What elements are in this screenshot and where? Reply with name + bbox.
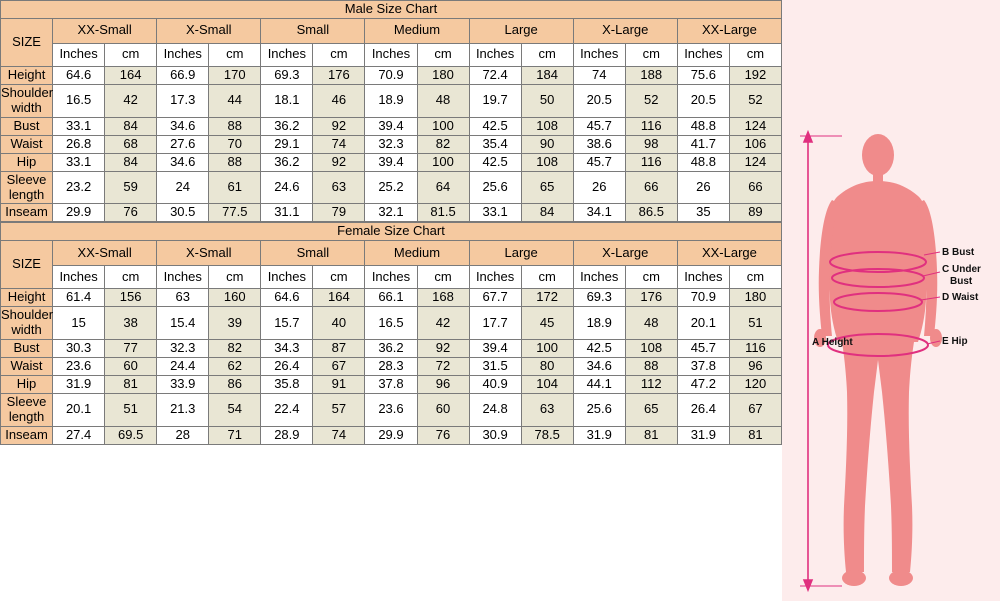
female-hip-xxs-cm: 81 — [105, 376, 157, 394]
male-bust-s-in: 36.2 — [261, 117, 313, 135]
female-unit-header-row — [1, 266, 782, 289]
female-height-xxl-in: 70.9 — [677, 289, 729, 307]
female-shoulder-xs-cm: 39 — [209, 307, 261, 340]
female-bust-xs-in: 32.3 — [157, 340, 209, 358]
male-size-small: Small — [261, 18, 365, 43]
female-row-label-height: Height — [1, 289, 53, 307]
male-row-label-shoulder-width: Shoulder width — [1, 84, 53, 117]
table-row — [1, 289, 782, 307]
male-unit-header-row — [1, 43, 782, 66]
female-hip-xxl-cm: 120 — [729, 376, 781, 394]
female-sleeve-m-cm: 60 — [417, 393, 469, 426]
male-shoulder-m-cm: 48 — [417, 84, 469, 117]
male-hip-xxl-in: 48.8 — [677, 153, 729, 171]
male-hip-xs-cm: 88 — [209, 153, 261, 171]
female-unit-cm-2: cm — [313, 266, 365, 289]
female-unit-inches-4: Inches — [469, 266, 521, 289]
female-size-medium: Medium — [365, 241, 469, 266]
male-height-s-in: 69.3 — [261, 66, 313, 84]
male-row-label-inseam: Inseam — [1, 204, 53, 222]
female-height-xs-cm: 160 — [209, 289, 261, 307]
male-hip-l-in: 42.5 — [469, 153, 521, 171]
female-hip-l-in: 40.9 — [469, 376, 521, 394]
male-shoulder-m-in: 18.9 — [365, 84, 417, 117]
male-inseam-xxs-cm: 76 — [105, 204, 157, 222]
female-bust-s-in: 34.3 — [261, 340, 313, 358]
female-waist-xl-in: 34.6 — [573, 358, 625, 376]
male-inseam-s-cm: 79 — [313, 204, 365, 222]
female-waist-l-in: 31.5 — [469, 358, 521, 376]
female-hip-xl-cm: 112 — [625, 376, 677, 394]
male-bust-m-in: 39.4 — [365, 117, 417, 135]
female-hip-s-in: 35.8 — [261, 376, 313, 394]
female-chart-title-row — [1, 223, 782, 241]
male-size-chart-table — [0, 0, 782, 222]
female-bust-l-in: 39.4 — [469, 340, 521, 358]
female-hip-xl-in: 44.1 — [573, 376, 625, 394]
male-height-m-cm: 180 — [417, 66, 469, 84]
male-sleeve-xs-in: 24 — [157, 171, 209, 204]
label-a-height: A Height — [812, 337, 853, 348]
table-row — [1, 153, 782, 171]
male-height-xs-in: 66.9 — [157, 66, 209, 84]
female-sleeve-m-in: 23.6 — [365, 393, 417, 426]
male-waist-xxs-in: 26.8 — [53, 135, 105, 153]
female-unit-cm-3: cm — [417, 266, 469, 289]
male-shoulder-xxl-in: 20.5 — [677, 84, 729, 117]
male-sleeve-l-cm: 65 — [521, 171, 573, 204]
male-bust-xs-cm: 88 — [209, 117, 261, 135]
table-row — [1, 117, 782, 135]
male-bust-xxl-in: 48.8 — [677, 117, 729, 135]
male-unit-cm-5: cm — [625, 43, 677, 66]
male-size-medium: Medium — [365, 18, 469, 43]
table-row — [1, 376, 782, 394]
female-row-label-inseam: Inseam — [1, 426, 53, 444]
female-waist-s-in: 26.4 — [261, 358, 313, 376]
male-row-label-height: Height — [1, 66, 53, 84]
female-unit-cm-6: cm — [729, 266, 781, 289]
male-unit-cm-1: cm — [209, 43, 261, 66]
male-bust-xs-in: 34.6 — [157, 117, 209, 135]
female-height-xl-cm: 176 — [625, 289, 677, 307]
male-waist-s-in: 29.1 — [261, 135, 313, 153]
female-unit-inches-1: Inches — [157, 266, 209, 289]
male-bust-xl-in: 45.7 — [573, 117, 625, 135]
female-height-s-cm: 164 — [313, 289, 365, 307]
male-table-body — [1, 1, 782, 222]
male-sleeve-xl-in: 26 — [573, 171, 625, 204]
male-shoulder-l-in: 19.7 — [469, 84, 521, 117]
male-inseam-xl-in: 34.1 — [573, 204, 625, 222]
female-inseam-l-cm: 78.5 — [521, 426, 573, 444]
female-height-xs-in: 63 — [157, 289, 209, 307]
female-sleeve-xxl-cm: 67 — [729, 393, 781, 426]
male-unit-cm-3: cm — [417, 43, 469, 66]
male-hip-s-in: 36.2 — [261, 153, 313, 171]
male-waist-xxl-cm: 106 — [729, 135, 781, 153]
male-sleeve-xxs-cm: 59 — [105, 171, 157, 204]
female-hip-s-cm: 91 — [313, 376, 365, 394]
female-bust-xs-cm: 82 — [209, 340, 261, 358]
female-shoulder-m-in: 16.5 — [365, 307, 417, 340]
female-hip-m-cm: 96 — [417, 376, 469, 394]
male-unit-cm-2: cm — [313, 43, 365, 66]
body-figure-svg — [782, 0, 1000, 601]
female-waist-m-in: 28.3 — [365, 358, 417, 376]
female-waist-l-cm: 80 — [521, 358, 573, 376]
male-inseam-xxs-in: 29.9 — [53, 204, 105, 222]
female-row-label-shoulder-width: Shoulder width — [1, 307, 53, 340]
female-sleeve-xs-cm: 54 — [209, 393, 261, 426]
female-size-chart-table — [0, 222, 782, 444]
male-shoulder-xl-cm: 52 — [625, 84, 677, 117]
male-height-m-in: 70.9 — [365, 66, 417, 84]
male-hip-xxs-in: 33.1 — [53, 153, 105, 171]
male-height-l-cm: 184 — [521, 66, 573, 84]
female-inseam-xxs-cm: 69.5 — [105, 426, 157, 444]
male-bust-l-in: 42.5 — [469, 117, 521, 135]
female-sleeve-xxl-in: 26.4 — [677, 393, 729, 426]
male-bust-xl-cm: 116 — [625, 117, 677, 135]
male-size-large: Large — [469, 18, 573, 43]
male-unit-inches-3: Inches — [365, 43, 417, 66]
female-row-label-hip: Hip — [1, 376, 53, 394]
male-height-xs-cm: 170 — [209, 66, 261, 84]
male-inseam-xxl-cm: 89 — [729, 204, 781, 222]
male-unit-inches-2: Inches — [261, 43, 313, 66]
female-height-s-in: 64.6 — [261, 289, 313, 307]
female-inseam-m-in: 29.9 — [365, 426, 417, 444]
male-sleeve-xxl-in: 26 — [677, 171, 729, 204]
male-waist-m-in: 32.3 — [365, 135, 417, 153]
male-sleeve-m-cm: 64 — [417, 171, 469, 204]
male-sleeve-s-in: 24.6 — [261, 171, 313, 204]
female-waist-xs-in: 24.4 — [157, 358, 209, 376]
male-height-xl-in: 74 — [573, 66, 625, 84]
male-sleeve-xxl-cm: 66 — [729, 171, 781, 204]
female-waist-xxl-in: 37.8 — [677, 358, 729, 376]
female-bust-l-cm: 100 — [521, 340, 573, 358]
female-unit-cm-1: cm — [209, 266, 261, 289]
male-row-label-sleeve-length: Sleeve length — [1, 171, 53, 204]
male-height-xxl-in: 75.6 — [677, 66, 729, 84]
female-sleeve-s-cm: 57 — [313, 393, 365, 426]
female-size-xxlarge: XX-Large — [677, 241, 781, 266]
female-sleeve-xxs-in: 20.1 — [53, 393, 105, 426]
male-hip-m-cm: 100 — [417, 153, 469, 171]
female-size-xsmall: X-Small — [157, 241, 261, 266]
female-hip-l-cm: 104 — [521, 376, 573, 394]
female-inseam-xxs-in: 27.4 — [53, 426, 105, 444]
female-sleeve-l-in: 24.8 — [469, 393, 521, 426]
table-row — [1, 426, 782, 444]
female-hip-xxl-in: 47.2 — [677, 376, 729, 394]
table-row — [1, 171, 782, 204]
female-size-large: Large — [469, 241, 573, 266]
male-sleeve-xl-cm: 66 — [625, 171, 677, 204]
label-d-waist: D Waist — [942, 292, 979, 303]
female-inseam-xs-in: 28 — [157, 426, 209, 444]
male-shoulder-s-in: 18.1 — [261, 84, 313, 117]
male-size-header-label: SIZE — [1, 18, 53, 66]
male-shoulder-xs-cm: 44 — [209, 84, 261, 117]
male-height-xxl-cm: 192 — [729, 66, 781, 84]
male-chart-title: Male Size Chart — [1, 1, 782, 19]
male-unit-inches-5: Inches — [573, 43, 625, 66]
female-bust-xxs-cm: 77 — [105, 340, 157, 358]
male-inseam-xs-cm: 77.5 — [209, 204, 261, 222]
female-hip-m-in: 37.8 — [365, 376, 417, 394]
female-unit-inches-3: Inches — [365, 266, 417, 289]
female-shoulder-xxs-in: 15 — [53, 307, 105, 340]
male-waist-m-cm: 82 — [417, 135, 469, 153]
male-sleeve-xxs-in: 23.2 — [53, 171, 105, 204]
male-waist-s-cm: 74 — [313, 135, 365, 153]
male-size-xxsmall: XX-Small — [53, 18, 157, 43]
male-waist-xs-in: 27.6 — [157, 135, 209, 153]
female-height-xxs-in: 61.4 — [53, 289, 105, 307]
male-bust-xxl-cm: 124 — [729, 117, 781, 135]
female-height-xl-in: 69.3 — [573, 289, 625, 307]
female-chart-title: Female Size Chart — [1, 223, 782, 241]
table-row — [1, 307, 782, 340]
female-inseam-m-cm: 76 — [417, 426, 469, 444]
male-shoulder-xxs-cm: 42 — [105, 84, 157, 117]
male-hip-l-cm: 108 — [521, 153, 573, 171]
female-shoulder-s-in: 15.7 — [261, 307, 313, 340]
female-inseam-s-in: 28.9 — [261, 426, 313, 444]
female-unit-inches-0: Inches — [53, 266, 105, 289]
male-hip-xs-in: 34.6 — [157, 153, 209, 171]
female-waist-xl-cm: 88 — [625, 358, 677, 376]
female-inseam-xs-cm: 71 — [209, 426, 261, 444]
male-height-l-in: 72.4 — [469, 66, 521, 84]
female-bust-m-cm: 92 — [417, 340, 469, 358]
male-size-header-row — [1, 18, 782, 43]
male-unit-cm-0: cm — [105, 43, 157, 66]
female-shoulder-xxl-in: 20.1 — [677, 307, 729, 340]
female-sleeve-xl-in: 25.6 — [573, 393, 625, 426]
male-size-xlarge: X-Large — [573, 18, 677, 43]
label-c-under-bust-line2: Bust — [950, 276, 973, 287]
female-height-l-in: 67.7 — [469, 289, 521, 307]
male-unit-inches-6: Inches — [677, 43, 729, 66]
male-unit-cm-4: cm — [521, 43, 573, 66]
female-sleeve-l-cm: 63 — [521, 393, 573, 426]
male-bust-m-cm: 100 — [417, 117, 469, 135]
male-row-label-hip: Hip — [1, 153, 53, 171]
female-unit-cm-0: cm — [105, 266, 157, 289]
female-bust-m-in: 36.2 — [365, 340, 417, 358]
female-hip-xs-cm: 86 — [209, 376, 261, 394]
female-inseam-xl-cm: 81 — [625, 426, 677, 444]
female-waist-xxl-cm: 96 — [729, 358, 781, 376]
female-sleeve-s-in: 22.4 — [261, 393, 313, 426]
female-waist-xxs-in: 23.6 — [53, 358, 105, 376]
male-bust-xxs-cm: 84 — [105, 117, 157, 135]
female-bust-xxl-in: 45.7 — [677, 340, 729, 358]
male-sleeve-m-in: 25.2 — [365, 171, 417, 204]
male-hip-xl-in: 45.7 — [573, 153, 625, 171]
label-e-hip: E Hip — [942, 336, 968, 347]
female-hip-xs-in: 33.9 — [157, 376, 209, 394]
female-size-xlarge: X-Large — [573, 241, 677, 266]
female-waist-m-cm: 72 — [417, 358, 469, 376]
male-inseam-xl-cm: 86.5 — [625, 204, 677, 222]
male-inseam-xs-in: 30.5 — [157, 204, 209, 222]
male-inseam-l-in: 33.1 — [469, 204, 521, 222]
table-row — [1, 66, 782, 84]
female-waist-xs-cm: 62 — [209, 358, 261, 376]
female-inseam-xl-in: 31.9 — [573, 426, 625, 444]
male-shoulder-xxs-in: 16.5 — [53, 84, 105, 117]
male-size-xxlarge: XX-Large — [677, 18, 781, 43]
female-height-m-cm: 168 — [417, 289, 469, 307]
female-table-body — [1, 223, 782, 444]
female-size-header-row — [1, 241, 782, 266]
male-height-s-cm: 176 — [313, 66, 365, 84]
male-inseam-m-in: 32.1 — [365, 204, 417, 222]
table-row — [1, 358, 782, 376]
female-unit-inches-5: Inches — [573, 266, 625, 289]
male-sleeve-xs-cm: 61 — [209, 171, 261, 204]
female-shoulder-xs-in: 15.4 — [157, 307, 209, 340]
female-shoulder-xl-cm: 48 — [625, 307, 677, 340]
male-waist-xl-cm: 98 — [625, 135, 677, 153]
label-b-bust: B Bust — [942, 247, 975, 258]
female-waist-s-cm: 67 — [313, 358, 365, 376]
female-height-l-cm: 172 — [521, 289, 573, 307]
male-unit-inches-1: Inches — [157, 43, 209, 66]
male-bust-xxs-in: 33.1 — [53, 117, 105, 135]
female-waist-xxs-cm: 60 — [105, 358, 157, 376]
male-hip-xl-cm: 116 — [625, 153, 677, 171]
male-shoulder-l-cm: 50 — [521, 84, 573, 117]
female-bust-xl-in: 42.5 — [573, 340, 625, 358]
male-chart-title-row — [1, 1, 782, 19]
male-bust-l-cm: 108 — [521, 117, 573, 135]
male-height-xl-cm: 188 — [625, 66, 677, 84]
female-row-label-waist: Waist — [1, 358, 53, 376]
male-waist-l-cm: 90 — [521, 135, 573, 153]
male-unit-inches-0: Inches — [53, 43, 105, 66]
female-height-xxs-cm: 156 — [105, 289, 157, 307]
female-bust-xxl-cm: 116 — [729, 340, 781, 358]
female-size-xxsmall: XX-Small — [53, 241, 157, 266]
male-inseam-s-in: 31.1 — [261, 204, 313, 222]
male-size-xsmall: X-Small — [157, 18, 261, 43]
male-hip-xxl-cm: 124 — [729, 153, 781, 171]
table-row — [1, 340, 782, 358]
table-row — [1, 135, 782, 153]
female-height-xxl-cm: 180 — [729, 289, 781, 307]
male-row-label-waist: Waist — [1, 135, 53, 153]
table-row — [1, 84, 782, 117]
male-sleeve-s-cm: 63 — [313, 171, 365, 204]
male-bust-s-cm: 92 — [313, 117, 365, 135]
female-sleeve-xl-cm: 65 — [625, 393, 677, 426]
female-shoulder-l-in: 17.7 — [469, 307, 521, 340]
female-sleeve-xs-in: 21.3 — [157, 393, 209, 426]
male-waist-xs-cm: 70 — [209, 135, 261, 153]
female-shoulder-xxl-cm: 51 — [729, 307, 781, 340]
male-inseam-m-cm: 81.5 — [417, 204, 469, 222]
male-sleeve-l-in: 25.6 — [469, 171, 521, 204]
female-shoulder-s-cm: 40 — [313, 307, 365, 340]
female-shoulder-xl-in: 18.9 — [573, 307, 625, 340]
female-size-header-label: SIZE — [1, 241, 53, 289]
table-row — [1, 393, 782, 426]
male-shoulder-xs-in: 17.3 — [157, 84, 209, 117]
female-shoulder-l-cm: 45 — [521, 307, 573, 340]
male-hip-m-in: 39.4 — [365, 153, 417, 171]
female-shoulder-m-cm: 42 — [417, 307, 469, 340]
male-shoulder-xl-in: 20.5 — [573, 84, 625, 117]
female-bust-xl-cm: 108 — [625, 340, 677, 358]
male-waist-l-in: 35.4 — [469, 135, 521, 153]
female-sleeve-xxs-cm: 51 — [105, 393, 157, 426]
table-row — [1, 204, 782, 222]
female-row-label-sleeve-length: Sleeve length — [1, 393, 53, 426]
female-unit-inches-6: Inches — [677, 266, 729, 289]
male-height-xxs-in: 64.6 — [53, 66, 105, 84]
male-inseam-xxl-in: 35 — [677, 204, 729, 222]
male-hip-xxs-cm: 84 — [105, 153, 157, 171]
male-waist-xxl-in: 41.7 — [677, 135, 729, 153]
male-unit-cm-6: cm — [729, 43, 781, 66]
male-shoulder-s-cm: 46 — [313, 84, 365, 117]
male-unit-inches-4: Inches — [469, 43, 521, 66]
female-inseam-xxl-in: 31.9 — [677, 426, 729, 444]
male-waist-xl-in: 38.6 — [573, 135, 625, 153]
female-unit-cm-4: cm — [521, 266, 573, 289]
male-height-xxs-cm: 164 — [105, 66, 157, 84]
male-shoulder-xxl-cm: 52 — [729, 84, 781, 117]
label-c-under-bust-line1: C Under — [942, 264, 981, 275]
measurement-illustration — [782, 0, 1000, 601]
female-shoulder-xxs-cm: 38 — [105, 307, 157, 340]
female-bust-xxs-in: 30.3 — [53, 340, 105, 358]
male-hip-s-cm: 92 — [313, 153, 365, 171]
male-waist-xxs-cm: 68 — [105, 135, 157, 153]
male-inseam-l-cm: 84 — [521, 204, 573, 222]
female-inseam-xxl-cm: 81 — [729, 426, 781, 444]
female-bust-s-cm: 87 — [313, 340, 365, 358]
female-row-label-bust: Bust — [1, 340, 53, 358]
female-unit-cm-5: cm — [625, 266, 677, 289]
female-inseam-l-in: 30.9 — [469, 426, 521, 444]
female-height-m-in: 66.1 — [365, 289, 417, 307]
female-unit-inches-2: Inches — [261, 266, 313, 289]
female-size-small: Small — [261, 241, 365, 266]
female-inseam-s-cm: 74 — [313, 426, 365, 444]
female-hip-xxs-in: 31.9 — [53, 376, 105, 394]
male-row-label-bust: Bust — [1, 117, 53, 135]
